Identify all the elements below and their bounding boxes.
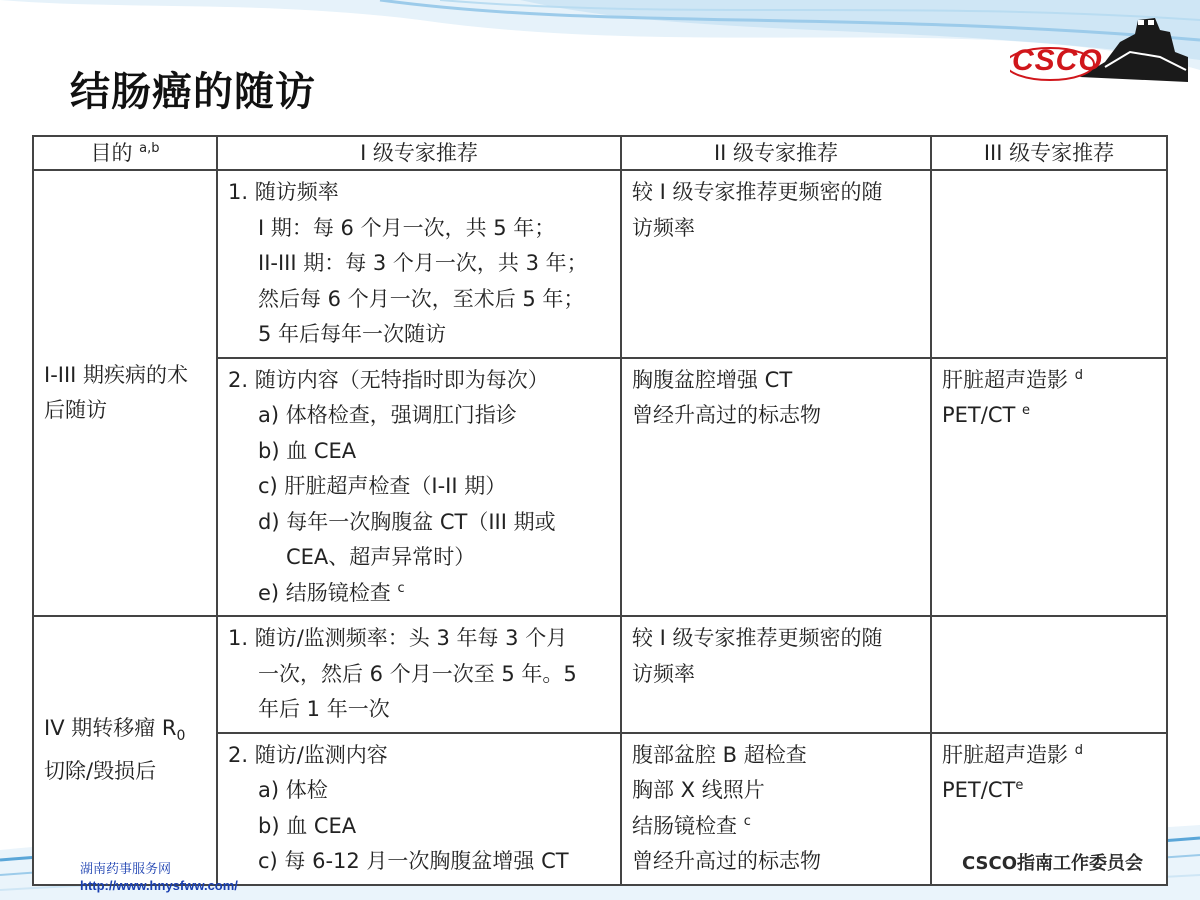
header-level3: III 级专家推荐 xyxy=(931,136,1167,170)
slide-title: 结肠癌的随访 xyxy=(70,69,316,115)
purpose-cell-stage-4: IV 期转移瘤 $R_0$ 切除/毁损后 xyxy=(33,616,217,885)
header-purpose: 目的 $^{a,b}$ xyxy=(33,136,217,170)
level2-freq-cell: 较 I 级专家推荐更频密的随 访频率 xyxy=(621,616,931,733)
level1-freq-cell: 1. 随访/监测频率：头 3 年每 3 个月 一次，然后 6 个月一次至 5 年。5 年后 1 年一次 xyxy=(217,616,621,733)
csco-logo-text: CSCO xyxy=(1012,44,1103,77)
level2-content-cell: 腹部盆腔 B 超检查 胸部 X 线照片 结肠镜检查 $^c$ 曾经升高过的标志物 xyxy=(621,733,931,885)
footer-source xyxy=(80,862,238,894)
footer-committee: CSCO指南工作委员会 xyxy=(962,853,1144,874)
follow-up-table xyxy=(32,135,1168,886)
level1-content-cell: 2. 随访/监测内容 a) 体检 b) 血 CEA c) 每 6-12 月一次胸腹盆增强 CT xyxy=(217,733,621,885)
level3-content-cell: 肝脏超声造影 $^d$ PET/CT $^e$ xyxy=(931,358,1167,617)
level1-freq-cell: 1. 随访频率 I 期：每 6 个月一次，共 5 年； II-III 期：每 3 个月一次，共 3 年； 然后每 6 个月一次，至术后 5 年； 5 年后每年一次随访 xyxy=(217,170,621,358)
level3-freq-cell xyxy=(931,170,1167,358)
table-row xyxy=(33,616,1167,733)
level1-content-cell: 2. 随访内容（无特指时即为每次） a) 体格检查，强调肛门指诊 b) 血 CEA c) 肝脏超声检查（I-II 期） d) 每年一次胸腹盆 CT（III 期或 CEA、超声异常时） e) 结肠镜检查 $^c$ xyxy=(217,358,621,617)
level2-content-cell: 胸腹盆腔增强 CT 曾经升高过的标志物 xyxy=(621,358,931,617)
header-level1: I 级专家推荐 xyxy=(217,136,621,170)
level2-freq-cell: 较 I 级专家推荐更频密的随 访频率 xyxy=(621,170,931,358)
table-row xyxy=(33,170,1167,358)
footer-site-url[interactable]: http://www.hnysfww.com/ xyxy=(80,878,238,893)
level3-freq-cell xyxy=(931,616,1167,733)
purpose-cell-stage-1-3: I-III 期疾病的术后随访 xyxy=(33,170,217,616)
level3-content-cell: 肝脏超声造影 $^d$ PET/$CT^e$ xyxy=(931,733,1167,885)
footer-site-name: 湖南药事服务网 xyxy=(80,862,172,877)
header-level2: II 级专家推荐 xyxy=(621,136,931,170)
table-header-row xyxy=(33,136,1167,170)
